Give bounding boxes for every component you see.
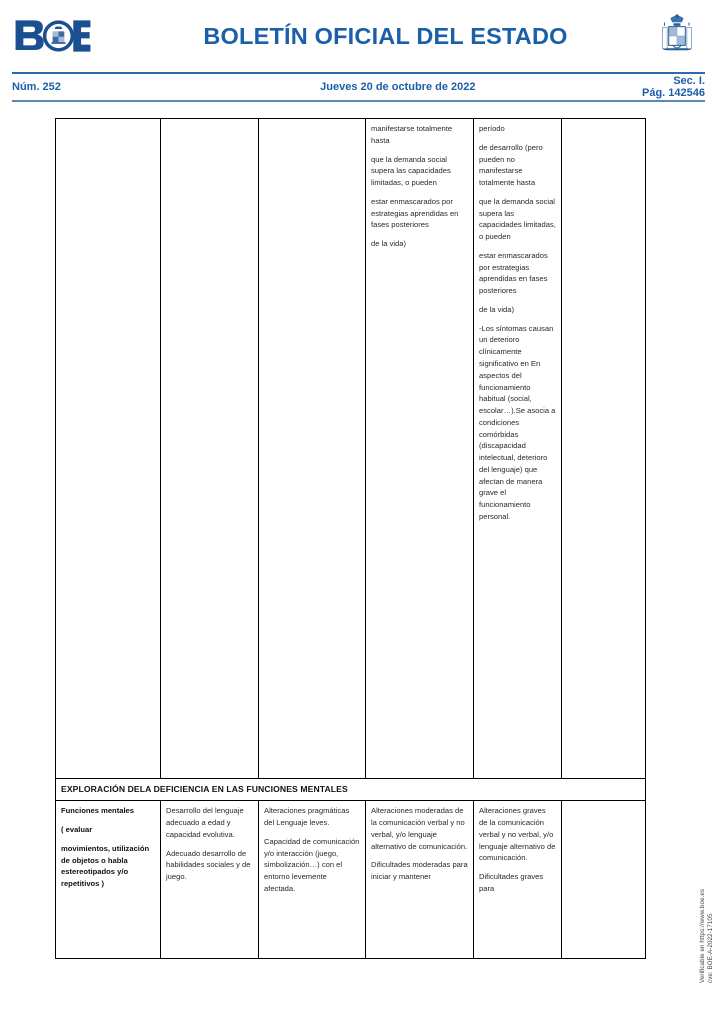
cell-paragraph: Dificultades graves para: [479, 872, 544, 893]
cell-paragraph: Alteraciones pragmáticas del Lenguaje leves.: [264, 806, 350, 828]
cell-continued-col3: [259, 119, 366, 779]
issue-number: Núm. 252: [12, 81, 61, 93]
cell-paragraph: Desarrollo del lenguaje adecuado a edad y capacidad evolutiva.: [166, 806, 244, 839]
cell-continued-col1: [56, 119, 161, 779]
cell-paragraph: movimientos, utilización de objetos o habla estereotipados y/o repetitivos ): [61, 843, 150, 889]
cell-mental-col6: [562, 801, 646, 959]
section-band-label: EXPLORACIÓN DELA DEFICIENCIA EN LAS FUNCIONES MENTALES: [56, 779, 646, 801]
cell-continued-col5: [474, 119, 562, 779]
cell-paragraph: -Los síntomas causan un deterioro clínicamente significativo en En aspectos del funcionamiento habitual (social, escolar…).Se asocia a condiciones comórbidas (discapacidad intelectual, deterioro del lenguaje) que afectan de manera grave el funcionamiento personal.: [479, 323, 556, 521]
deficiency-table: [55, 118, 646, 959]
subheader-bar: [12, 74, 705, 100]
page-title: BOLETÍN OFICIAL DEL ESTADO: [203, 22, 568, 49]
table-row: [56, 801, 646, 959]
cell-paragraph: que la demanda social supera las capacidades limitadas, o pueden: [371, 154, 451, 188]
cell-mental-col5: [474, 801, 562, 959]
header-rule-bottom: [12, 100, 705, 102]
cell-paragraph: Capacidad de comunicación y/o interacción (juego, simbolización…) con el entorno levemente afectada.: [264, 836, 360, 893]
cell-paragraph: Adecuado desarrollo de habilidades sociales y de juego.: [166, 848, 251, 882]
cell-continued-col4: [366, 119, 474, 779]
cell-paragraph: Dificultades moderadas para iniciar y mantener: [371, 860, 468, 882]
cell-paragraph: estar enmascarados por estrategias aprendidas en fases posteriores: [371, 196, 459, 230]
cell-paragraph: ( evaluar: [61, 825, 93, 835]
page-header: [0, 0, 717, 102]
cell-paragraph: Alteraciones graves de la comunicación verbal y no verbal, y/o lenguaje alternativo de comunicación.: [479, 806, 556, 863]
cell-paragraph: de la vida): [371, 239, 407, 249]
spain-coat-of-arms-icon: [651, 10, 703, 62]
cve-code: cve: BOE-A-2022-17105: [707, 913, 714, 983]
cell-paragraph: período: [479, 124, 505, 133]
section-and-page: [614, 63, 705, 111]
cell-paragraph: de desarrollo (pero pueden no manifestarse totalmente hasta: [479, 142, 543, 188]
section-label: Sec. I.: [673, 75, 705, 87]
cell-continued-col2: [161, 119, 259, 779]
boe-logo-icon: [14, 17, 92, 55]
cell-paragraph: estar enmascarados por estrategias aprendidas en fases posteriores: [479, 250, 548, 296]
cell-mental-col3: [259, 801, 366, 959]
cell-paragraph: manifestarse totalmente hasta: [371, 124, 453, 145]
cell-mental-col1: [56, 801, 161, 959]
cell-paragraph: que la demanda social supera las capacidades limitadas, o pueden: [479, 196, 556, 242]
issue-date: Jueves 20 de octubre de 2022: [320, 81, 476, 93]
cell-paragraph: Funciones mentales: [61, 806, 135, 816]
page-label: Pág. 142546: [642, 87, 705, 99]
cell-continued-col6: [562, 119, 646, 779]
cell-mental-col4: [366, 801, 474, 959]
cell-paragraph: de la vida): [479, 304, 515, 314]
table-row: [56, 119, 646, 779]
section-band-row: [56, 779, 646, 801]
cell-paragraph: Alteraciones moderadas de la comunicación verbal y no verbal, y/o lenguaje alternativo de comunicación.: [371, 806, 468, 851]
verification-sidebar: [693, 855, 715, 995]
cell-mental-col2: [161, 801, 259, 959]
document-body: [0, 118, 717, 959]
verify-url: Verificable en https://www.boe.es: [699, 888, 706, 983]
masthead: [0, 0, 717, 72]
